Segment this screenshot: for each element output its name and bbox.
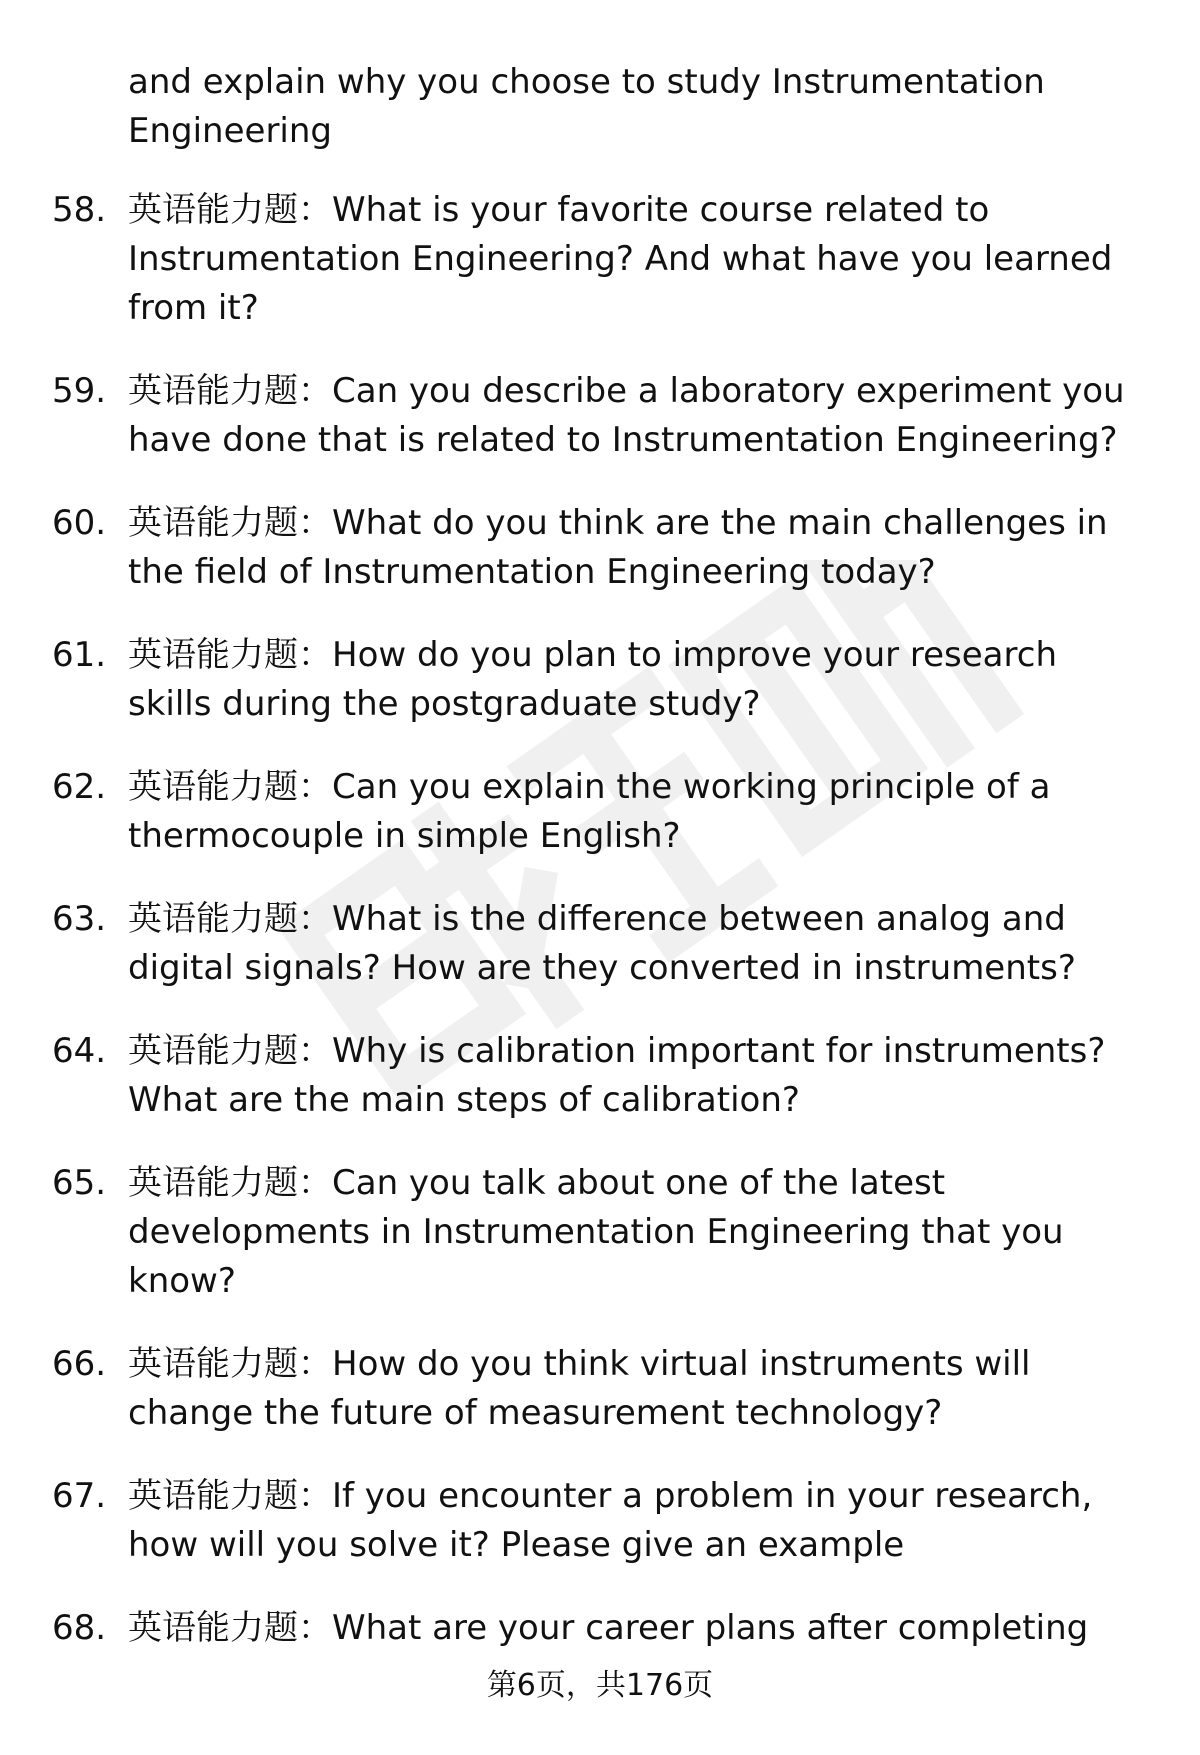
question-category-label: 英语能力题： xyxy=(128,1608,332,1648)
question-number: 65. xyxy=(52,1163,107,1203)
question-category-label: 英语能力题： xyxy=(128,1476,332,1516)
question-item xyxy=(0,1159,1148,1306)
question-item xyxy=(0,499,1148,597)
question-number: 64. xyxy=(52,1031,107,1071)
question-text: What are your career plans after completing xyxy=(332,1608,1089,1648)
question-text: If you encounter a problem in your research, how will you solve it? Please give an example xyxy=(128,1476,1093,1565)
question-item xyxy=(0,1604,1148,1653)
question-category-label: 英语能力题： xyxy=(128,190,332,230)
question-category-label: 英语能力题： xyxy=(128,1163,332,1203)
question-item xyxy=(0,895,1148,993)
question-number: 59. xyxy=(52,371,107,411)
question-category-label: 英语能力题： xyxy=(128,1344,332,1384)
question-text: What is the difference between analog and digital signals? How are they converted in instruments? xyxy=(128,899,1076,988)
question-item xyxy=(0,186,1148,333)
question-item xyxy=(0,367,1148,465)
question-text: Can you describe a laboratory experiment you have done that is related to Instrumentation Engineering? xyxy=(128,371,1125,460)
question-number: 62. xyxy=(52,767,107,807)
question-number: 68. xyxy=(52,1608,107,1648)
question-text: What do you think are the main challenges in the field of Instrumentation Engineering today? xyxy=(128,503,1108,592)
question-item xyxy=(0,1472,1148,1570)
question-number: 67. xyxy=(52,1476,107,1516)
question-number: 60. xyxy=(52,503,107,543)
question-text: How do you think virtual instruments will change the future of measurement technology? xyxy=(128,1344,1031,1433)
question-text: Can you talk about one of the latest developments in Instrumentation Engineering that you know? xyxy=(128,1163,1064,1301)
question-text: Can you explain the working principle of a thermocouple in simple English? xyxy=(128,767,1051,856)
question-category-label: 英语能力题： xyxy=(128,899,332,939)
question-number: 63. xyxy=(52,899,107,939)
question-item xyxy=(0,763,1148,861)
question-continuation-text: and explain why you choose to study Instrumentation Engineering xyxy=(128,62,1045,151)
question-item xyxy=(0,631,1148,729)
question-category-label: 英语能力题： xyxy=(128,1031,332,1071)
question-category-label: 英语能力题： xyxy=(128,635,332,675)
question-number: 66. xyxy=(52,1344,107,1384)
question-category-label: 英语能力题： xyxy=(128,371,332,411)
question-list xyxy=(0,186,1200,1687)
question-category-label: 英语能力题： xyxy=(128,503,332,543)
question-item xyxy=(0,1340,1148,1438)
page-number-footer: 第6页，共176页 xyxy=(486,1668,714,1703)
question-item xyxy=(0,1027,1148,1125)
question-category-label: 英语能力题： xyxy=(128,767,332,807)
question-text: Why is calibration important for instruments? What are the main steps of calibration? xyxy=(128,1031,1106,1120)
question-text: What is your favorite course related to Instrumentation Engineering? And what have you learned from it? xyxy=(128,190,1113,328)
question-text: How do you plan to improve your research skills during the postgraduate study? xyxy=(128,635,1057,724)
question-number: 58. xyxy=(52,190,107,230)
question-number: 61. xyxy=(52,635,107,675)
